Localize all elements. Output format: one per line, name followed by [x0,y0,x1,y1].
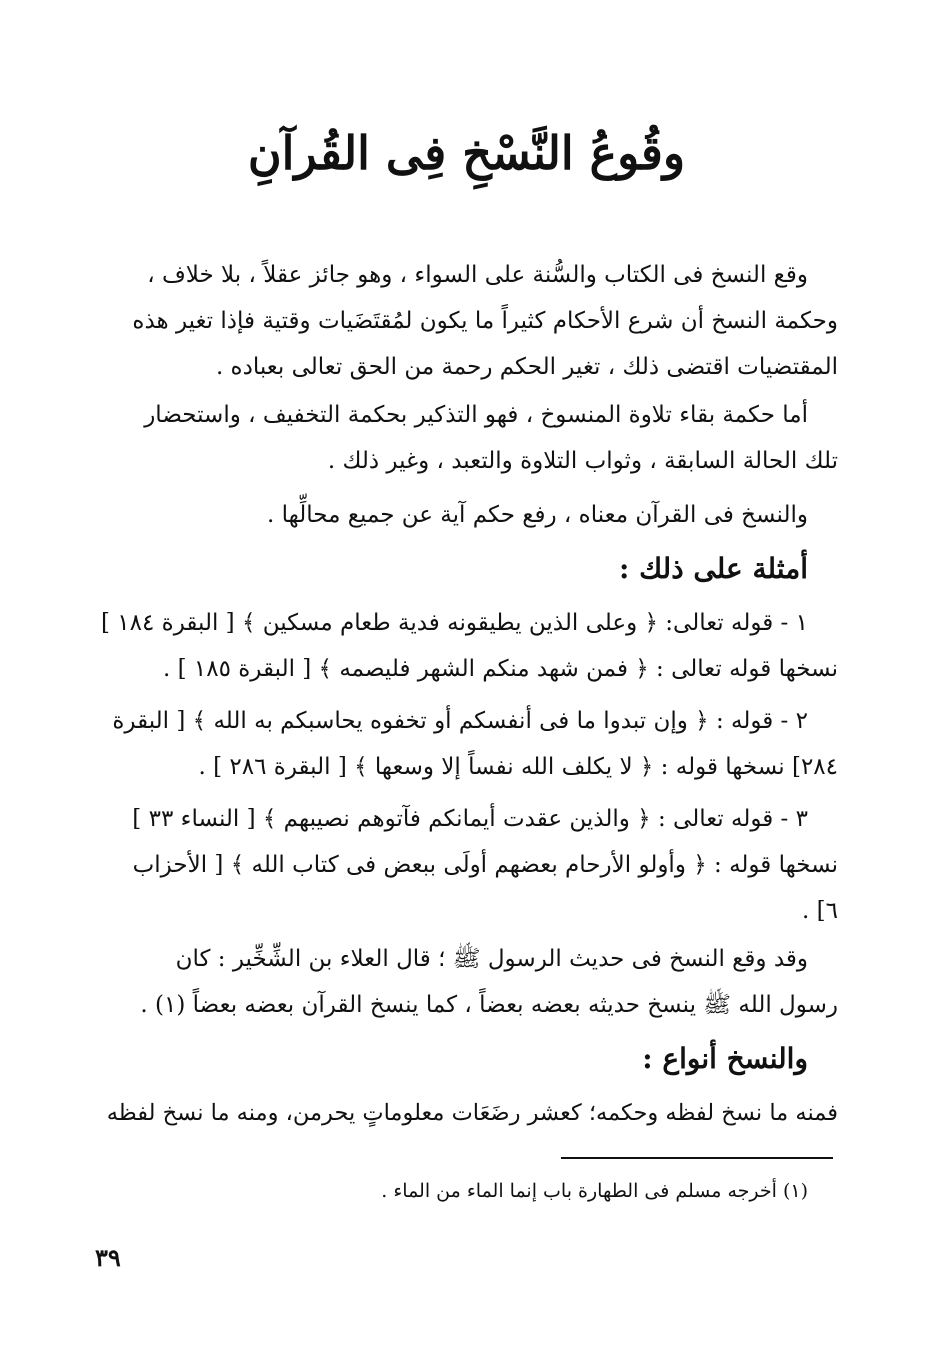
paragraph-line: ٣ - قوله تعالى : ﴿ والذين عقدت أيمانكم فآتوهم نصيبهم ﴾ [ النساء ٣٣ ] [132,806,808,832]
paragraph-line: نسخها قوله تعالى : ﴿ فمن شهد منكم الشهر فليصمه ﴾ [ البقرة ١٨٥ ] . [162,656,838,682]
paragraph-line: رسول الله ﷺ ينسخ حديثه بعضه بعضاً ، كما ينسخ القرآن بعضه بعضاً (١) . [140,992,838,1018]
paragraph-types [95,1090,838,1136]
page-number: ٣٩ [95,1243,121,1272]
paragraph-line: ٢٨٤] نسخها قوله : ﴿ لا يكلف الله نفساً إلا وسعها ﴾ [ البقرة ٢٨٦ ] . [198,754,838,780]
paragraph-definition [95,492,838,538]
example-3 [95,796,838,934]
paragraph-intro [95,252,838,390]
paragraph-line: ١ - قوله تعالى: ﴿ وعلى الذين يطيقونه فدية طعام مسكين ﴾ [ البقرة ١٨٤ ] [100,610,808,636]
paragraph-line: ٦] . [802,898,838,924]
example-1 [95,600,838,692]
paragraph-line: أما حكمة بقاء تلاوة المنسوخ ، فهو التذكير بحكمة التخفيف ، واستحضار [144,402,808,428]
footnote: (١) أخرجه مسلم فى الطهارة باب إنما الماء من الماء . [381,1180,808,1202]
example-2 [95,698,838,790]
paragraph-line: المقتضيات اقتضى ذلك ، تغير الحكم رحمة من الحق تعالى بعباده . [215,354,838,380]
paragraph-line: وحكمة النسخ أن شرع الأحكام كثيراً ما يكون لمُقتَضَيات وقتية فإذا تغير هذه [132,308,838,334]
paragraph-wisdom [95,392,838,484]
heading-examples: أمثلة على ذلك : [619,552,808,585]
footnote-divider [561,1157,833,1159]
paragraph-line: ٢ - قوله : ﴿ وإن تبدوا ما فى أنفسكم أو تخفوه يحاسبكم به الله ﴾ [ البقرة [112,708,808,734]
paragraph-line: والنسخ فى القرآن معناه ، رفع حكم آية عن جميع محالِّها . [267,502,808,528]
heading-types: والنسخ أنواع : [642,1042,808,1075]
page-title: وقُوعُ النَّسْخِ فِى القُرآنِ [247,126,686,180]
paragraph-hadith [95,936,838,1028]
paragraph-line: نسخها قوله : ﴿ وأولو الأرحام بعضهم أولَى ببعض فى كتاب الله ﴾ [ الأحزاب [132,852,838,878]
paragraph-line: وقد وقع النسخ فى حديث الرسول ﷺ ؛ قال العلاء بن الشِّخِّير : كان [175,946,808,972]
paragraph-line: تلك الحالة السابقة ، وثواب التلاوة والتعبد ، وغير ذلك . [327,448,838,474]
paragraph-line: فمنه ما نسخ لفظه وحكمه؛ كعشر رضَعَات معلوماتٍ يحرمن، ومنه ما نسخ لفظه [106,1100,838,1126]
paragraph-line: وقع النسخ فى الكتاب والسُّنة على السواء ، وهو جائز عقلاً ، بلا خلاف ، [147,262,808,288]
